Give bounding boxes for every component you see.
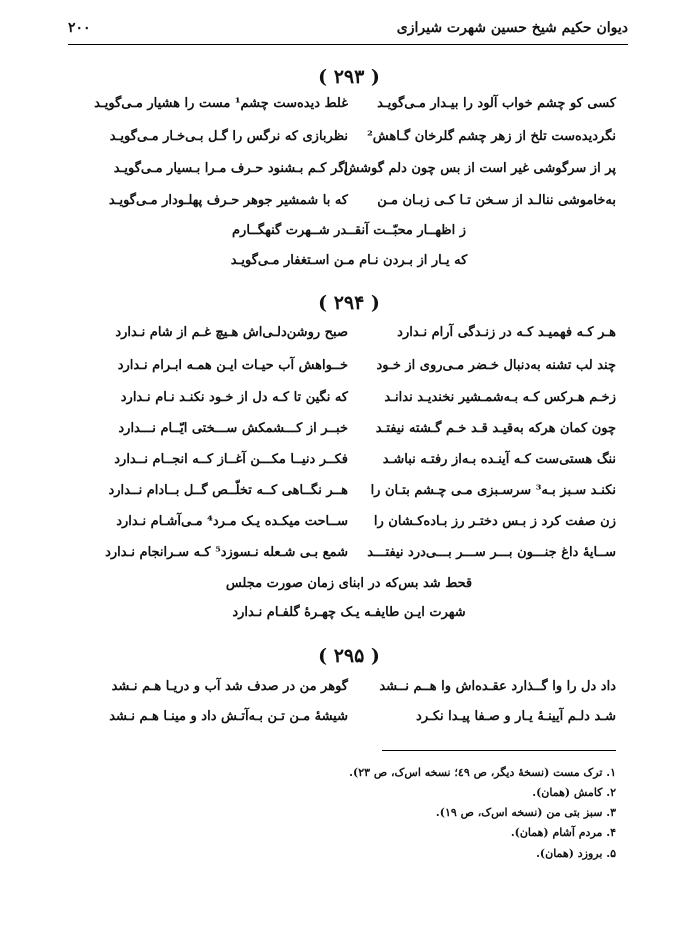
hemistich-right: داد دل را وا گــذارد عقـده‌اش وا هــم نــشد [379,679,616,694]
hemistich-left: خــواهش آب حیـات ایـن همـه ابـرام نـدارد [117,358,348,373]
hemistich-left: که با شمشیر جوهر حـرف پهلـودار مـی‌گویـد [108,193,348,208]
couplet [0,452,698,478]
hemistich-right: شـد دلـم آیینـهٔ یـار و صـفا پیـدا نکـرد [416,709,616,724]
book-title: دیوان حکیم شیخ حسین شهرت شیرازی [396,20,628,36]
hemistich-right: زخـم هـرکس کـه بـه‌شمـشیر نخندیـد ندانـد [384,390,616,405]
page-number: ۲۰۰ [68,20,91,36]
hemistich-left: شیشهٔ مـن تـن بـه‌آتـش داد و مینـا هـم نـشد [109,709,348,724]
closing-hemistich: قحط شد بس‌که در ابنای زمان صورت مجلس [225,576,473,591]
hemistich-left: غلط دیده‌ست چشم¹ مست را هشیار مـی‌گویـد [94,96,348,111]
couplet [0,545,698,571]
couplet [0,514,698,540]
header-rule [68,44,628,45]
closing-hemistich: که یـار از بـردن نـام مـن اسـتغفار مـی‌گویـد [230,253,468,268]
hemistich-left: شمع بـی شـعله نـسوزد⁵ کـه سـرانجام نـدارد [105,545,348,560]
couplet [0,421,698,447]
hemistich-right: نگردیده‌ست تلخ از زهر چشم گلرخان گـاهش² [367,129,616,144]
couplet [0,325,698,351]
closing-line [0,576,698,602]
poem-number-295: ( ۲۹۵ ) [318,645,380,667]
couplet [0,96,698,122]
hemistich-left: گوهر من در صدف شد آب و دریـا هـم نـشد [111,679,348,694]
hemistich-left: ســاحت میکـده یـک مـرد⁴ مـی‌آشـام نـدارد [116,514,348,529]
closing-line [0,605,698,631]
hemistich-left: هــر نگــاهی کــه تخلّــص گــل بــادام نــدارد [108,483,348,498]
couplet [0,129,698,155]
hemistich-right: کسی کو چشم خواب آلود را بیـدار مـی‌گویـد [377,96,616,111]
couplet [0,358,698,384]
couplet [0,679,698,705]
hemistich-right: هـر کـه فهمیـد کـه در زنـدگی آرام نـدارد [397,325,616,340]
footnote: ۳. سبز بتی من (نسخه اس‌ک، ص ١٩). [435,806,616,819]
running-header [68,16,628,42]
hemistich-left: خبــر از کـــشمکش ســـختی ایّــام نـــدارد [118,421,348,436]
hemistich-right: زن صفت کرد ز بـس دختـر رز بـاده‌کـشان را [373,514,616,529]
hemistich-left: نظربازی که نرگس را گـل بـی‌خـار مـی‌گویـد [109,129,348,144]
footnote: ۱. ترک مست (نسخهٔ دیگر، ص ٤٩؛ نسخه اس‌ک، ص ٢٣). [349,766,616,779]
poem-number-294: ( ۲۹۴ ) [318,292,380,314]
footnote: ۲. کامش (همان). [532,786,616,799]
couplet [0,709,698,735]
hemistich-right: به‌خاموشی ننالـد از سـخن تـا کـی زبـان مـن [377,193,616,208]
hemistich-right: ننگ هستی‌ست کـه آینـده بـه‌از رفتـه نباشـد [382,452,616,467]
hemistich-right: پر از سرگوشی غیر است از بس چون دلم گوشش [343,161,616,176]
closing-line [0,223,698,249]
couplet [0,193,698,219]
hemistich-left: فکــر دنیــا مکـــن آغــاز کــه انجــام نــدارد [114,452,348,467]
closing-hemistich: ز اظهــار محبّــت آنقــدر شــهرت گنهگــارم [232,223,466,238]
couplet [0,161,698,187]
couplet [0,390,698,416]
hemistich-left: که نگین تا کـه دل از خـود نکنـد نـام نـدارد [120,390,348,405]
hemistich-right: چون کمان هرکه به‌قیـد قـد خـم گـشته نیفتـد [375,421,616,436]
hemistich-left: صبح روشن‌دلـی‌اش هـیچ غـم از شام نـدارد [115,325,348,340]
closing-line [0,253,698,279]
couplet [0,483,698,509]
hemistich-right: نکنـد سـبز بـه³ سرسـبزی مـی چـشم بتـان را [370,483,616,498]
footnote: ۵. بروزد (همان). [536,847,616,860]
hemistich-left: اگر کـم بـشنود حـرف مـرا بـسیار مـی‌گویـد [113,161,348,176]
footnote-rule [382,750,616,751]
hemistich-right: چند لب تشنه به‌دنبال خـضر مـی‌روی از خـود [376,358,616,373]
footnote: ۴. مردم آشام (همان). [510,826,616,839]
hemistich-right: ســایهٔ داغ جنـــون بـــر ســـر بـــی‌درد نیفتـــد [367,545,616,560]
poem-number-293: ( ۲۹۳ ) [318,66,380,88]
closing-hemistich: شهرت ایـن طایفـه یـک چهـرهٔ گلفـام نـدارد [232,605,466,620]
